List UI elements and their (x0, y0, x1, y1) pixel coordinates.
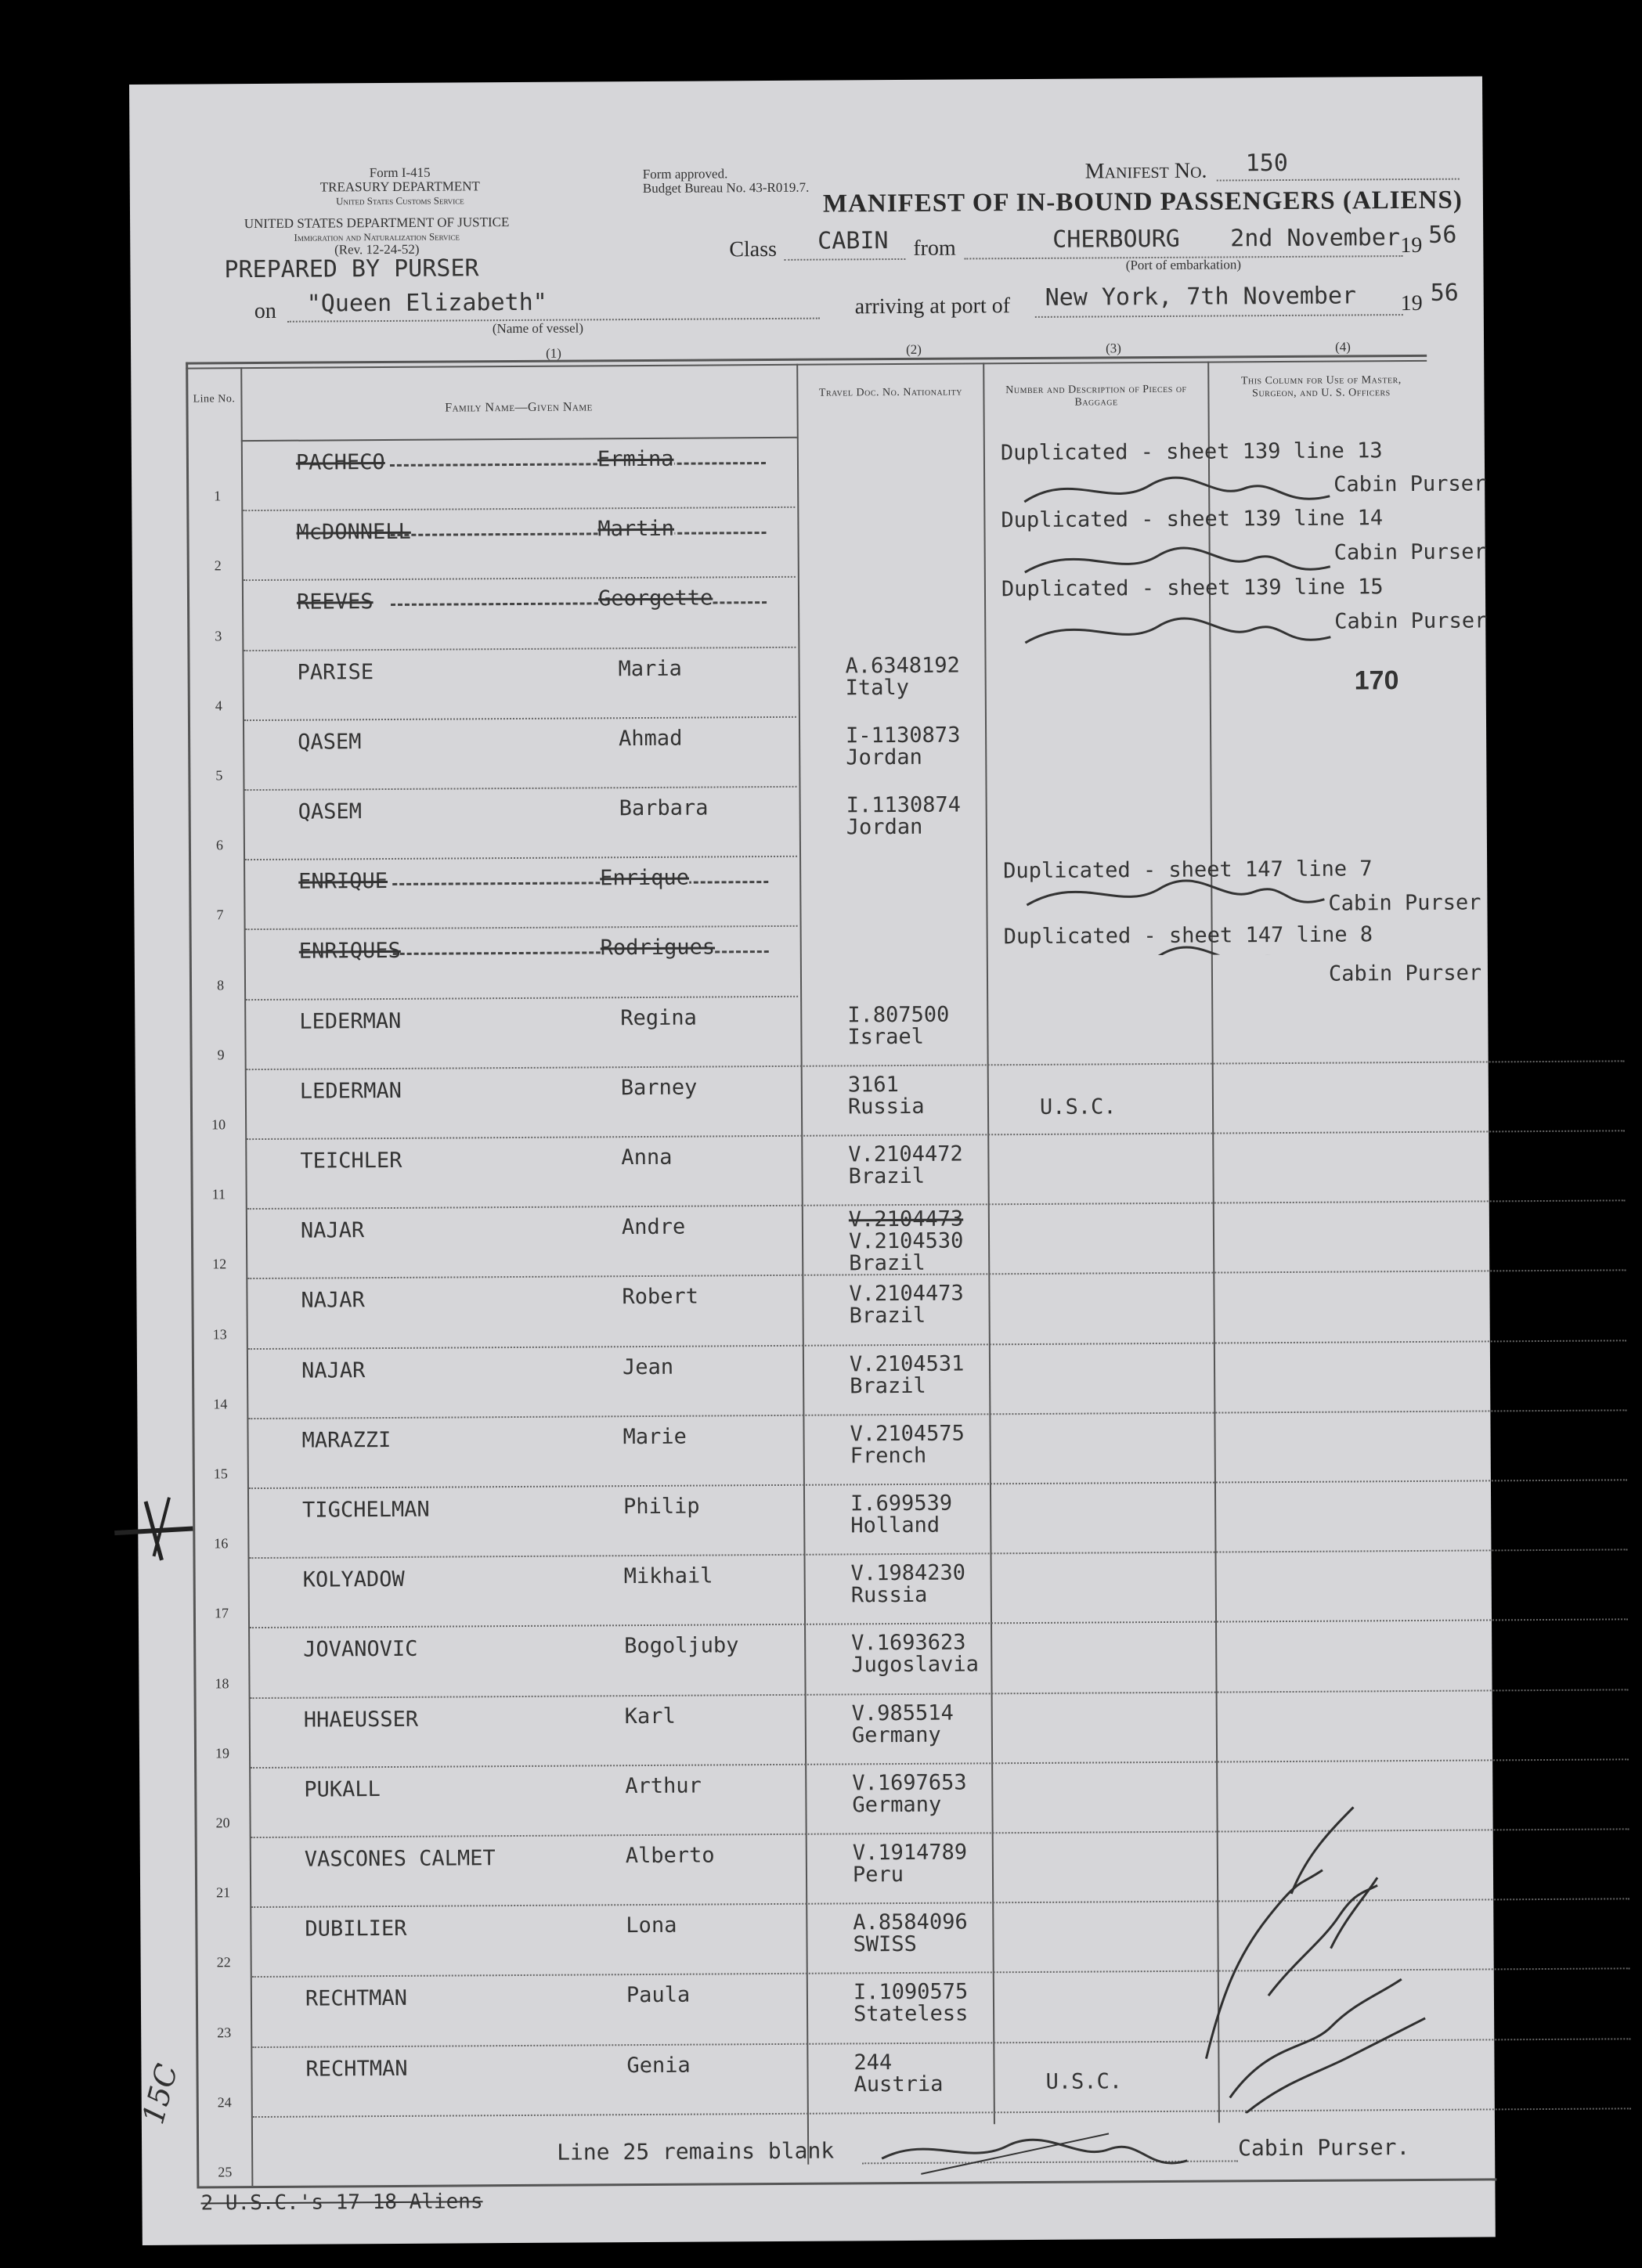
inspector-signatures (1173, 1760, 1434, 2114)
travel-doc-number: 244 (853, 2050, 893, 2075)
travel-doc-number: V.2104472 (848, 1141, 963, 1167)
line-number: 10 (211, 1116, 226, 1133)
family-name: ENRIQUES (298, 939, 401, 965)
nationality: SWISS (853, 1932, 917, 1957)
line-number: 4 (215, 698, 222, 714)
line-number: 8 (216, 976, 225, 993)
travel-doc-number: V.1914789 (852, 1840, 968, 1866)
col-num-2: (2) (906, 341, 922, 357)
line-number: 11 (211, 1186, 226, 1203)
side-handwritten-mark: 15C (135, 2060, 185, 2128)
travel-doc-number: V.2104575 (850, 1421, 965, 1447)
travel-doc-number: V.2104531 (849, 1351, 965, 1377)
given-name: Arthur (625, 1773, 702, 1798)
nationality: Holland (850, 1513, 940, 1538)
line-number: 20 (215, 1815, 230, 1831)
note-purser-line7: Cabin Purser (1328, 890, 1481, 916)
col-num-3: (3) (1106, 341, 1121, 356)
line-number: 7 (216, 907, 224, 923)
treasury-dept: TREASURY DEPARTMENT (319, 178, 480, 195)
family-name: VASCONES CALMET (304, 1846, 496, 1872)
nationality: Brazil (850, 1373, 926, 1399)
given-name: Maria (618, 656, 682, 681)
row-divider (243, 507, 795, 511)
given-name: Rodrigues (600, 935, 716, 961)
line-number: 25 (218, 2164, 233, 2180)
given-name: Lona (626, 1913, 677, 1938)
given-name: Alberto (625, 1843, 715, 1869)
embark-year-prefix: 19 (1400, 233, 1423, 258)
given-name: Barbara (619, 795, 709, 821)
note-purser-line1: Cabin Purser (1333, 471, 1487, 497)
nationality: Brazil (849, 1251, 926, 1276)
arriving-label: arriving at port of (854, 294, 1011, 319)
row-divider (244, 716, 796, 721)
row-divider (249, 1479, 1627, 1489)
family-name: MARAZZI (301, 1427, 392, 1453)
arrival-port-date: New York, 7th November (1045, 282, 1357, 312)
travel-doc-number: I.1130874 (846, 792, 962, 818)
line-number: 16 (214, 1535, 229, 1552)
nationality: Brazil (848, 1163, 926, 1189)
travel-doc-number: I-1130873 (846, 723, 961, 748)
family-name: HHAEUSSER (303, 1707, 419, 1733)
line25-signature (874, 2118, 1204, 2190)
family-name: TEICHLER (300, 1148, 402, 1174)
nationality: Jugoslavia (851, 1652, 980, 1678)
given-name: Ermina (597, 446, 674, 472)
purser-signatures (1009, 453, 1356, 956)
given-name: Georgette (597, 586, 713, 611)
family-name: DUBILIER (305, 1916, 407, 1942)
form-revision: (Rev. 12-24-52) (334, 241, 420, 258)
family-name: ENRIQUE (298, 869, 388, 894)
baggage: U.S.C. (1045, 2068, 1123, 2094)
nationality: Russia (850, 1582, 928, 1608)
travel-doc-number: A.6348192 (845, 653, 960, 679)
travel-doc-number: I.807500 (847, 1002, 950, 1028)
justice-dept: UNITED STATES DEPARTMENT OF JUSTICE (244, 215, 510, 232)
manifest-number: 150 (1245, 149, 1288, 178)
note-dup-line1: Duplicated - sheet 139 line 13 (1000, 438, 1383, 466)
embark-year: 56 (1428, 221, 1457, 249)
note-dup-line2: Duplicated - sheet 139 line 14 (1001, 506, 1384, 533)
line-number: 9 (217, 1047, 225, 1063)
line-number: 23 (217, 2024, 232, 2040)
family-name: McDONNELL (296, 520, 411, 545)
row-divider (250, 1619, 1628, 1629)
row-divider (248, 1340, 1626, 1350)
nationality: Germany (852, 1792, 942, 1818)
travel-doc-number: V.1984230 (850, 1560, 966, 1586)
vessel-name: "Queen Elizabeth" (306, 288, 547, 318)
class-label: Class (729, 236, 778, 262)
given-name: Marie (623, 1424, 687, 1449)
given-name: Genia (626, 2053, 691, 2078)
row-divider (251, 1689, 1629, 1699)
given-name: Martin (597, 516, 675, 542)
family-name: NAJAR (301, 1288, 365, 1314)
line-number: 18 (215, 1675, 229, 1691)
row-divider (245, 786, 797, 791)
line-number: 22 (216, 1954, 231, 1971)
travel-doc-number: I.699539 (850, 1491, 953, 1516)
arrival-year-prefix: 19 (1400, 290, 1423, 316)
customs-service: United States Customs Service (336, 194, 464, 207)
given-name: Barney (620, 1075, 698, 1100)
family-name: QASEM (298, 730, 362, 755)
row-divider (246, 995, 798, 1000)
embark-date: 2nd November (1230, 224, 1401, 253)
line25-cabin-purser: Cabin Purser. (1238, 2134, 1410, 2162)
row-divider (244, 646, 796, 651)
given-name: Karl (624, 1704, 676, 1729)
form-number: Form I-415 (369, 164, 431, 181)
line-number: 12 (212, 1256, 227, 1272)
col-head-line-no: Line No. (193, 393, 236, 406)
manifest-sheet (129, 76, 1496, 2245)
row-divider (245, 856, 797, 860)
vessel-caption: (Name of vessel) (492, 320, 584, 337)
baggage: U.S.C. (1039, 1094, 1117, 1120)
family-name: RECHTMAN (305, 2056, 408, 2082)
nationality: Jordan (846, 745, 922, 770)
nationality: Israel (847, 1024, 925, 1050)
alien-count-footer: 2 U.S.C.'s 17 18 Aliens (200, 2190, 483, 2216)
given-name: Philip (623, 1494, 700, 1520)
row-divider (244, 576, 796, 581)
form-approved: Form approved. (642, 166, 728, 182)
row-divider (248, 1409, 1626, 1419)
travel-doc-number: V.2104473 (849, 1281, 964, 1307)
port-embark-caption: (Port of embarkation) (1125, 257, 1242, 273)
line-number: 13 (212, 1325, 227, 1342)
family-name: LEDERMAN (299, 1078, 402, 1104)
officer-count: 170 (1354, 665, 1399, 696)
line-number: 21 (216, 1884, 231, 1901)
line-number: 14 (213, 1396, 228, 1412)
note-purser-line3: Cabin Purser (1334, 608, 1488, 634)
given-name: Enrique (600, 865, 690, 891)
col-head-name: Family Name—Given Name (445, 400, 593, 415)
budget-bureau: Budget Bureau No. 43-R019.7. (642, 179, 810, 196)
nationality: Russia (847, 1094, 925, 1120)
family-name: KOLYADOW (302, 1567, 405, 1592)
line-number: 15 (213, 1466, 228, 1482)
family-name: RECHTMAN (305, 1986, 408, 2012)
nationality: Brazil (849, 1303, 926, 1329)
line-number: 3 (215, 627, 222, 644)
col-head-travel-doc: Travel Doc. No. Nationality (818, 386, 962, 399)
family-name: REEVES (296, 590, 374, 615)
nationality: Jordan (846, 814, 923, 840)
row-divider (247, 1270, 1626, 1280)
form-title: MANIFEST OF IN-BOUND PASSENGERS (ALIENS) (822, 186, 1463, 218)
travel-doc-struck: V.2104473 (848, 1206, 964, 1232)
given-name: Bogoljuby (624, 1633, 739, 1659)
embark-port: CHERBOURG (1052, 225, 1180, 254)
travel-doc-number: V.2104530 (848, 1228, 964, 1254)
line-number: 5 (215, 767, 223, 784)
col-head-officers: This Column for Use of Master, Surgeon, and U. S. Officers (1240, 374, 1402, 400)
note-dup-line8: Duplicated - sheet 147 line 8 (1003, 922, 1373, 950)
line25-note: Line 25 remains blank (557, 2137, 835, 2165)
col-head-baggage: Number and Description of Pieces of Baggage (1005, 383, 1187, 409)
row-divider (247, 1130, 1625, 1140)
margin-check-mark (106, 1485, 201, 1564)
family-name: NAJAR (300, 1218, 365, 1243)
given-name: Robert (622, 1284, 699, 1310)
family-name: PARISE (297, 659, 374, 685)
nationality: Stateless (853, 2001, 969, 2027)
given-name: Anna (621, 1145, 673, 1170)
nationality: French (850, 1443, 927, 1469)
given-name: Paula (626, 1983, 691, 2008)
line-number: 19 (215, 1745, 230, 1761)
family-name: NAJAR (301, 1358, 366, 1383)
col-num-1: (1) (546, 345, 561, 361)
class-value: CABIN (817, 227, 889, 255)
given-name: Regina (620, 1005, 697, 1030)
row-divider (246, 925, 798, 930)
travel-doc-number: V.1693623 (851, 1630, 966, 1656)
travel-doc-number: V.985514 (851, 1700, 954, 1725)
family-name: QASEM (298, 799, 363, 824)
travel-doc-number: V.1697653 (852, 1770, 967, 1796)
prepared-by: PREPARED BY PURSER (224, 254, 479, 284)
line-number: 2 (214, 557, 222, 574)
travel-doc-number: I.1090575 (853, 1979, 969, 2005)
given-name: Ahmad (619, 726, 683, 751)
col-num-4: (4) (1335, 339, 1351, 355)
line-number: 24 (217, 2094, 232, 2111)
family-name: LEDERMAN (299, 1008, 402, 1034)
line-number: 1 (214, 488, 222, 504)
family-name: PACHECO (295, 450, 385, 475)
note-dup-line3: Duplicated - sheet 139 line 15 (1001, 575, 1384, 602)
nationality: Italy (845, 675, 910, 701)
note-purser-line8: Cabin Purser (1328, 961, 1482, 986)
nationality: Peru (852, 1862, 904, 1888)
arrival-year: 56 (1430, 279, 1459, 307)
given-name: Jean (622, 1354, 674, 1379)
line-number: 17 (214, 1605, 229, 1621)
travel-doc-number: A.8584096 (853, 1909, 968, 1935)
travel-doc-number: 3161 (847, 1072, 899, 1098)
line-number: 6 (215, 837, 223, 853)
on-label: on (254, 298, 276, 324)
family-name: PUKALL (304, 1776, 381, 1802)
row-divider (247, 1060, 1625, 1070)
nationality: Austria (853, 2071, 944, 2097)
nationality: Germany (851, 1722, 941, 1747)
ins-service: Immigration and Naturalization Service (294, 230, 460, 243)
family-name: TIGCHELMAN (302, 1497, 430, 1523)
given-name: Andre (621, 1214, 686, 1240)
manifest-no-label: Manifest No. (1084, 158, 1207, 184)
note-purser-line2: Cabin Purser (1333, 539, 1487, 565)
note-dup-line7: Duplicated - sheet 147 line 7 (1003, 856, 1373, 884)
row-divider (249, 1549, 1627, 1559)
from-label: from (913, 236, 956, 261)
family-name: JOVANOVIC (303, 1637, 418, 1663)
given-name: Mikhail (623, 1563, 713, 1589)
